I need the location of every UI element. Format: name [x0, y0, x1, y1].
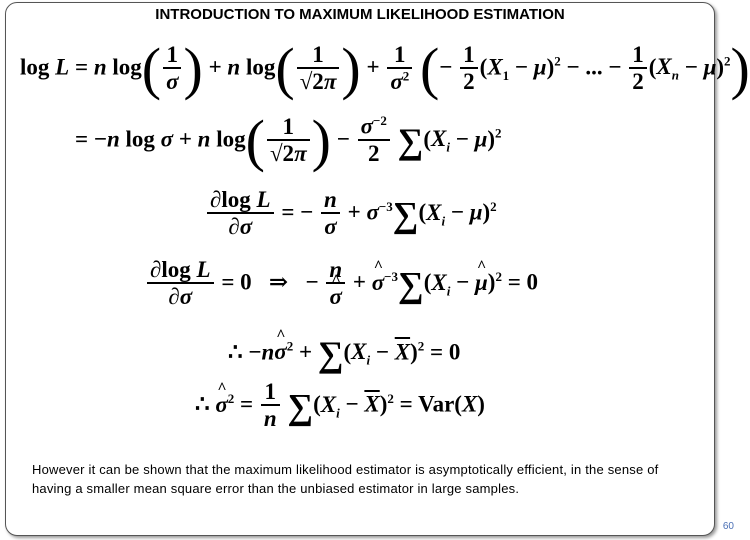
page-number: 60	[722, 521, 734, 532]
equation-line-2: = −n log σ + n log( $\frac{1}{√2\pi}$ ) − $\frac{\sigma^{-2}}{2}$ $\sum(X_i - \mu)^2$	[75, 108, 502, 173]
equation-line-5: ∴ −n^ $\sigma^2 + \sum(X_i - \overline{X})^2 = 0$	[228, 333, 460, 375]
slide-title: INTRODUCTION TO MAXIMUM LIKELIHOOD ESTIMATION	[155, 6, 565, 23]
body-text: However it can be shown that the maximum likelihood estimator is asymptotically efficient, in the sense of having a smaller mean square error than the unbiased estimator in large samples.	[32, 462, 659, 496]
equation-line-4: $\frac{\text{∂log L}}{\partial\sigma}$ = 0 ⇒ − n ^ σ + ^ $\sigma^{-3}\sum(X_i$ − ^ μ)$^2$ = 0	[145, 258, 538, 311]
equation-line-1: log L = n log( $\frac{1}{\sigma}$ ) + n log( $\frac{1}{√2\pi}$ ) + $\frac{1}{\sigma^2}$ (− $\frac{1}{2}$ $(X_1 - \mu)^2$ − ... − $\frac{1}{2}$ $(X_n - \mu)^2$)	[20, 36, 750, 101]
equation-line-3: $\frac{\text{∂log L}}{\partial\sigma}$ = − $\frac{n}{\sigma}$ + $\sigma^{-3}\sum(X_i - \mu)^2$	[205, 188, 497, 241]
equation-line-6: ∴ ^ $\sigma^2$ = $\frac{1}{n}$ $\sum(X_i - \overline{X})^2 = Var(X)$	[195, 380, 485, 433]
